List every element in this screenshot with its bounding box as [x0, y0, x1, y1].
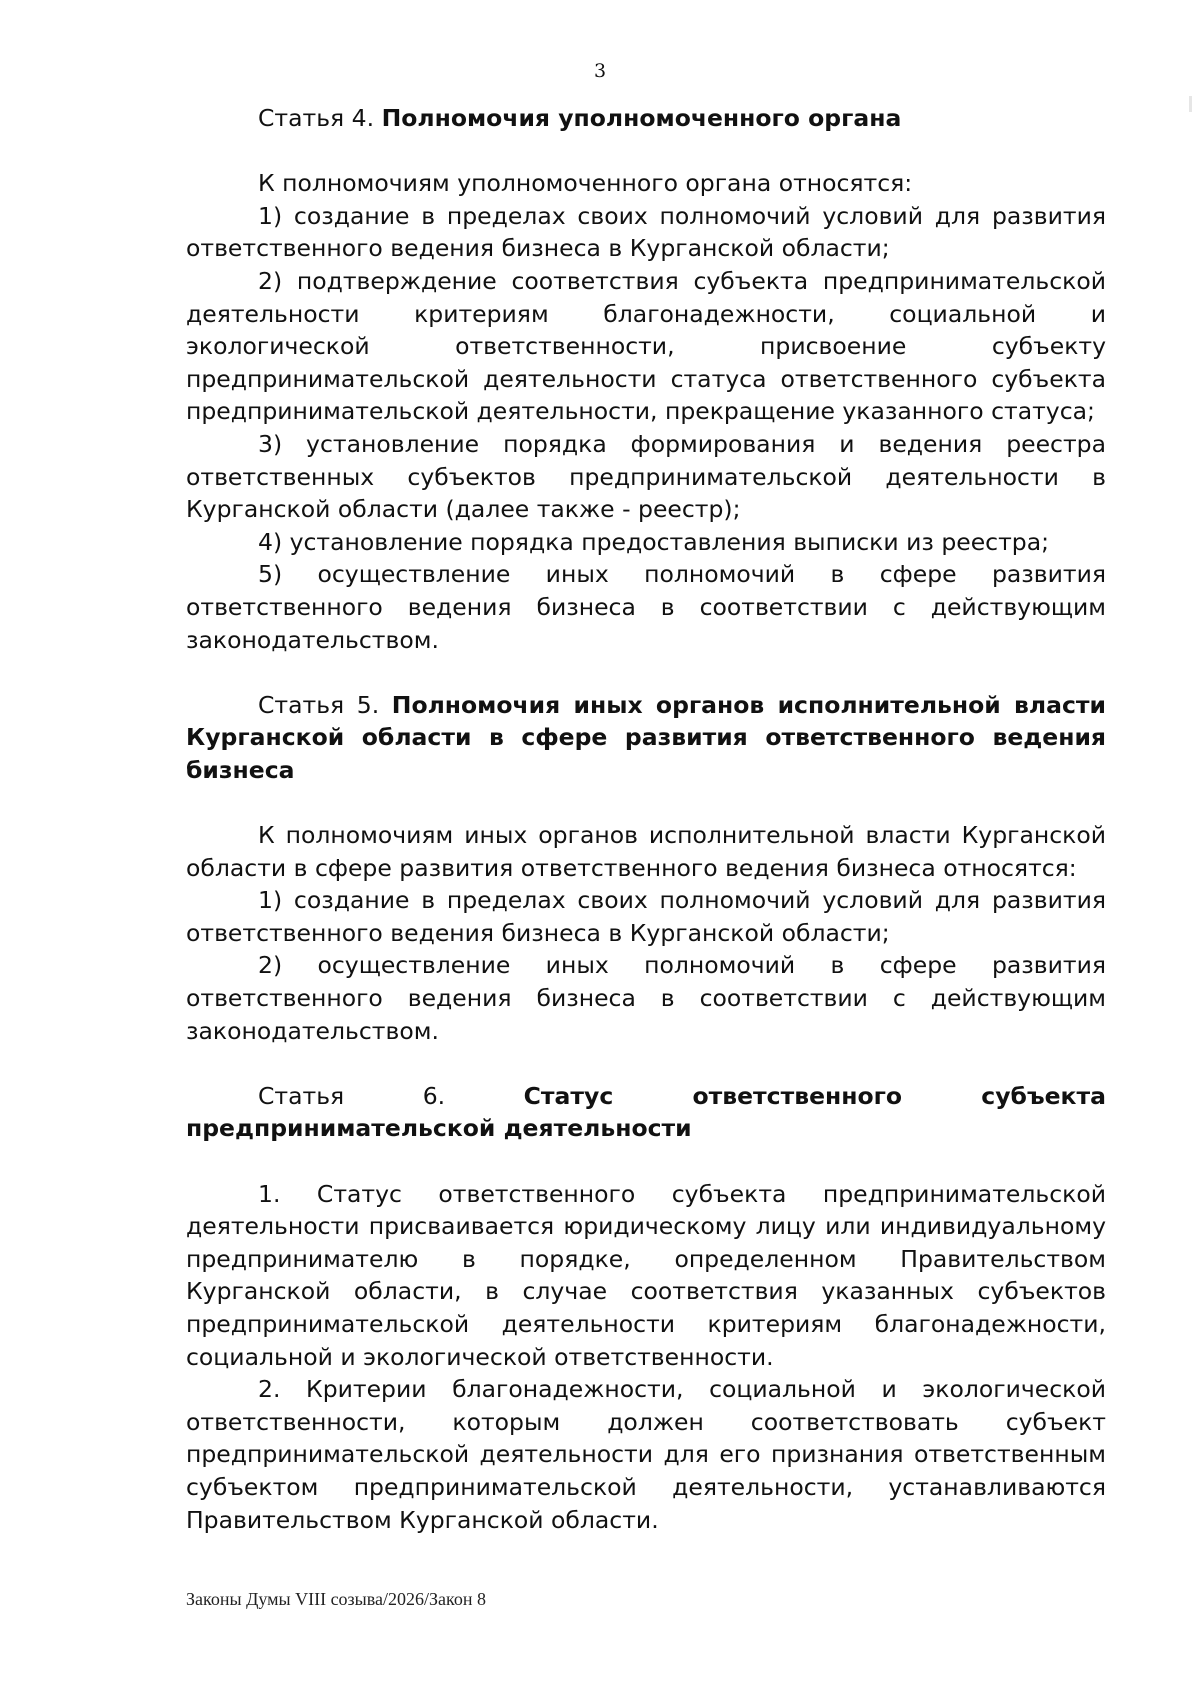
- article-6-label: Статья 6.: [258, 1081, 446, 1110]
- article-6-item: 2. Критерии благонадежности, социальной и экологической ответственности, которым должен соответствовать субъект предпринимательской деятельности для его признания ответственным субъектом предпринимательской деятельности, устанавливаются Правительством Курганской области.: [186, 1375, 1106, 1534]
- article-6-title: Статус ответственного субъекта предпринимательской деятельности: [186, 1081, 1106, 1143]
- document-footer: Законы Думы VIII созыва/2026/Закон 8: [186, 1589, 486, 1609]
- article-5-title: Полномочия иных органов исполнительной власти Курганской области в сфере развития ответственного ведения бизнеса: [186, 690, 1106, 784]
- article-4-item: 4) установление порядка предоставления выписки из реестра;: [258, 527, 1050, 556]
- article-5-item: 2) осуществление иных полномочий в сфере развития ответственного ведения бизнеса в соответствии с действующим законодательством.: [186, 951, 1106, 1045]
- article-4-item: 5) осуществление иных полномочий в сфере развития ответственного ведения бизнеса в соответствии с действующим законодательством.: [186, 560, 1106, 654]
- article-4-heading: [186, 102, 1106, 135]
- article-4-item: 3) установление порядка формирования и ведения реестра ответственных субъектов предпринимательской деятельности в Курганской области (далее также - реестр);: [186, 429, 1106, 524]
- article-5-label: Статья 5.: [258, 690, 380, 719]
- article-5-paragraph: К полномочиям иных органов исполнительной власти Курганской области в сфере развития ответственного ведения бизнеса относятся:: [186, 821, 1106, 882]
- article-4-label: Статья 4.: [258, 104, 375, 132]
- article-4-title: Полномочия уполномоченного органа: [381, 104, 902, 132]
- article-6-heading: [186, 1080, 1106, 1145]
- document-body: [186, 102, 1106, 1536]
- article-4-item: 2) подтверждение соответствия субъекта предпринимательской деятельности критериям благонадежности, социальной и экологической ответственности, присвоение субъекту предпринимательской деятельности статуса ответственного субъекта предпринимательской деятельности, прекращение указанного статуса;: [186, 266, 1106, 426]
- article-4-item: 1) создание в пределах своих полномочий условий для развития ответственного ведения бизнеса в Курганской области;: [186, 201, 1106, 263]
- article-5-heading: [186, 689, 1106, 787]
- page-number: 3: [593, 60, 607, 82]
- scan-edge-mark: [1189, 96, 1192, 112]
- article-6-item: 1. Статус ответственного субъекта предпринимательской деятельности присваивается юридическому лицу или индивидуальному предпринимателю в порядке, определенном Правительством Курганской области, в случае соответствия указанных субъектов предпринимательской деятельности критериям благонадежности, социальной и экологической ответственности.: [186, 1179, 1106, 1371]
- article-4-paragraph: К полномочиям уполномоченного органа относятся:: [258, 169, 913, 198]
- article-5-item: 1) создание в пределах своих полномочий условий для развития ответственного ведения бизнеса в Курганской области;: [186, 886, 1106, 947]
